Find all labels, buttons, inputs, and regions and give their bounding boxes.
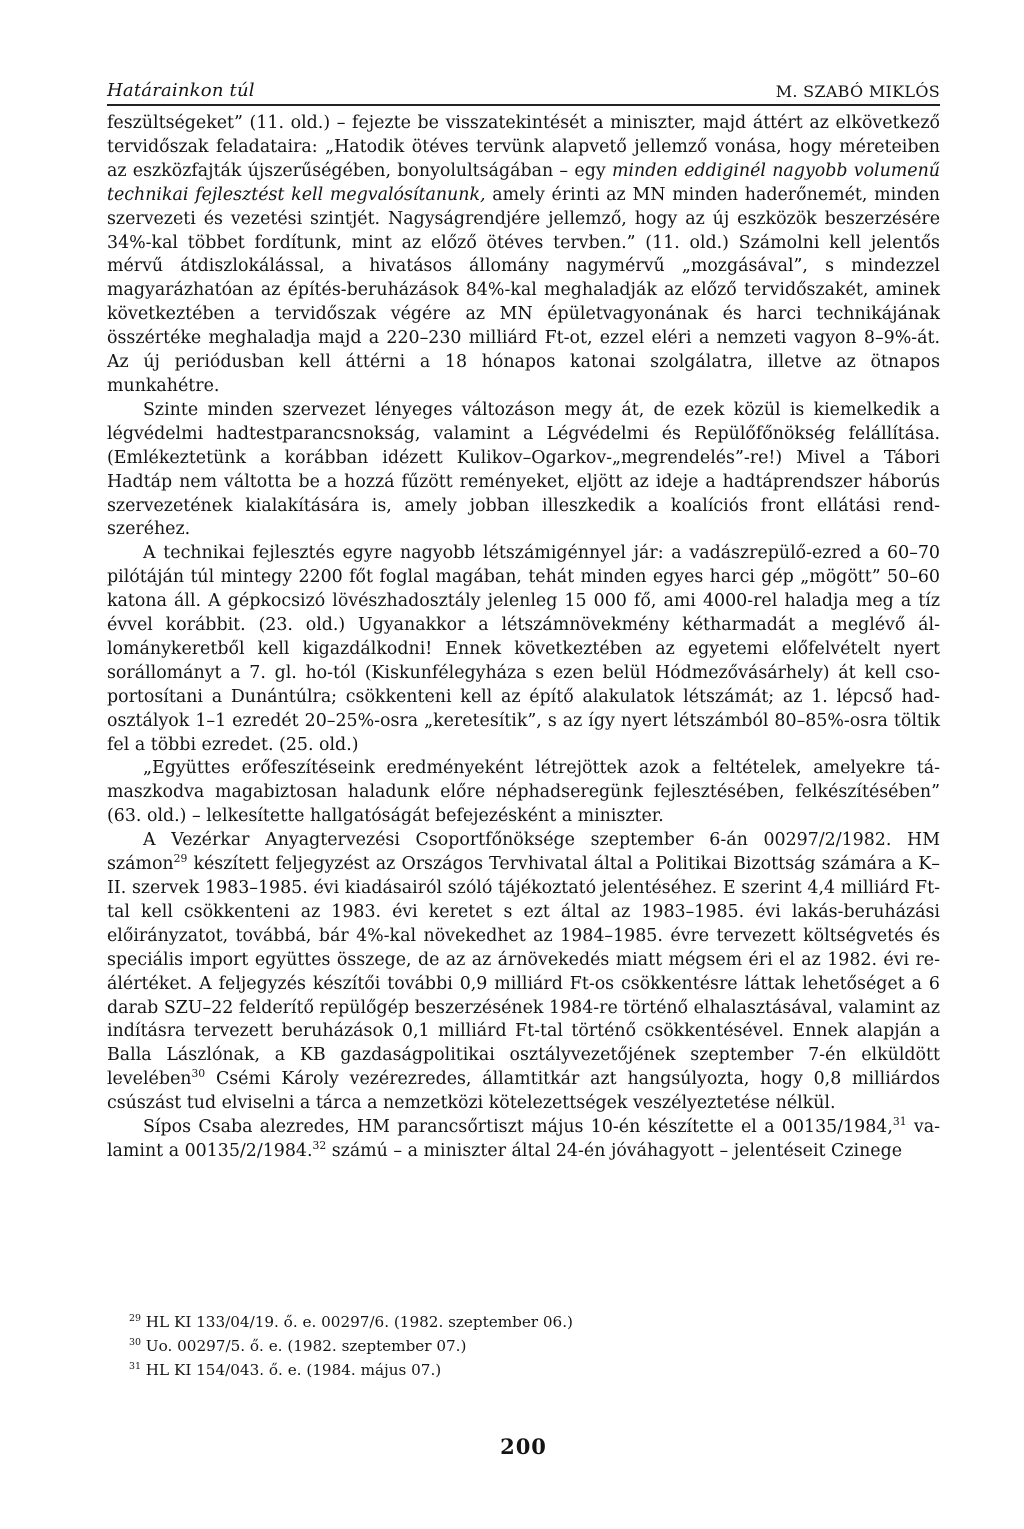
paragraph-text: A Vezérkar Anyagtervezési Csoportfőnöksége szeptember 6-án 00297/2/1982. HM számon [107,830,940,875]
footnote-number: 29 [129,1312,141,1324]
running-header [107,74,940,106]
paragraph-text: feszültségeket” (11. old.) – fejezte be visszatekintését a miniszter, majd áttért az elkövetkező tervidőszak feladataira: „Hatodik ötéves tervünk alapvető jellemző vonása, hogy méreteiben az eszközfajták újszerűségében, bonyolultságában – egy [107,113,940,181]
author-name: M. SZABÓ MIKLÓS [775,82,940,101]
running-title: Határainkon túl [107,80,255,101]
footnote-reference: 32 [312,1139,327,1153]
paragraph [107,399,940,542]
footnotes [107,1310,940,1382]
paragraph-text: Sípos Csaba alezredes, HM parancsőrtiszt május 10-én készítette el a 00135/1984, [143,1117,893,1138]
footnote-reference: 29 [173,852,188,866]
footnote-text: HL KI 154/043. ő. e. (1984. május 07.) [140,1361,442,1379]
paragraph [107,1116,940,1164]
document-page [107,0,940,1529]
paragraph-text: „Együttes erőfeszítéseink eredményeként létrejöttek azok a feltételek, amelyekre támaszkodva magabiztosan haladunk előre néphadseregünk fejlesztésében, felkészítésében” (63. old.) – lelkesítette hallgatóságát befejezésként a miniszter. [107,758,940,827]
page-number: 200 [500,1434,547,1459]
footnote-text: HL KI 133/04/19. ő. e. 00297/6. (1982. szeptember 06.) [140,1313,573,1331]
paragraph-text: Szinte minden szervezet lényeges változáson megy át, de ezek közül is kiemelkedik a légvédelmi hadtestparancsnokság, valamint a Légvédelmi és Repülőfőnökség felállítása. (Emlékeztetünk a korábban idézett Kulikov–Ogarkov-„megrendelés”-re!) Mivel a Tábori Hadtáp nem váltotta be a hozzá fűzött reményeket, eljött az ideje a hadtáprendszer háborús szervezetének kialakítására is, amely jobban illeszkedik a koalíciós front ellátási rendszeréhez. [107,399,940,540]
paragraph-text: készített feljegyzést az Országos Tervhivatal által a Politikai Bizottság számára a K–II. szervek 1983–1985. évi kiadásairól szóló tájékoztató jelentéséhez. E szerint 4,4 milliárd Ft-tal kell csökkenteni az 1983. évi keretet s ezt által az 1983–1985. évi lakás-beruházási előirányzatot, továbbá, bár 4%-kal növekedhet az 1984–1985. évre tervezett költségvetés és speciális import együttes összege, de az az árnövekedés miatt mégsem éri el az 1982. évi reálértéket. A feljegyzés készítői további 0,9 milliárd Ft-os csökkentésre láttak lehetőséget a 6 darab SZU–22 felderítő repülőgép beszerzésének 1984-re történő elhalasztásával, valamint az indításra tervezett beruházások 0,1 milliárd Ft-tal történő csökkentésével. Ennek alapján a Balla Lászlónak, a KB gazdaságpolitikai osztályvezetőjének szeptember 7-én elküldött levelében [107,854,940,1090]
emphasized-text: minden eddiginél nagyobb volumenű technikai fejlesztést kell megvalósítanunk, [107,160,940,205]
footnote-number: 31 [129,1360,141,1372]
paragraph [107,542,940,757]
footnote-number: 30 [129,1336,141,1348]
footnote-reference: 31 [892,1115,907,1129]
footnote [107,1334,940,1358]
paragraph-text: Csémi Károly vezérezredes, államtitkár azt hangsúlyozta, hogy 0,8 milliárdos csúszást tud elviselni a tárca a nemzetközi kötelezettségek veszélyeztetése nélkül. [107,1069,940,1114]
body-text [107,112,940,1164]
paragraph-text: számú – a miniszter által 24-én jóváhagyott – jelentéseit Czinege [326,1140,902,1161]
footnote [107,1310,940,1334]
paragraph [107,829,940,1116]
footnote [107,1358,940,1382]
paragraph [107,757,940,829]
paragraph-text: valamint a 00135/2/1984. [107,1117,940,1161]
footnote-reference: 30 [191,1067,206,1081]
paragraph [107,112,940,399]
paragraph-text: A technikai fejlesztés egyre nagyobb létszámigénnyel jár: a vadászrepülő-ezred a 60–70 pilótáján túl mintegy 2200 főt foglal magában, tehát minden egyes harci gép „mögött” 50–60 katona áll. A gépkocsizó lövészhadosztály jelenleg 15 000 fő, ami 4000-rel haladja meg a tíz évvel korábbit. (23. old.) Ugyanakkor a létszámnövekmény kétharmadát a meglévő állománykeretből kell kigazdálkodni! Ennek következtében az egyetemi előfelvételt nyert sorállományt a 7. gl. ho-tól (Kiskunfélegyháza s ezen belül Hódmezővásárhely) át kell csoportosítani a Dunántúlra; csökkenteni kell az építő alakulatok létszámát; az 1. lépcső hadosztályok 1–1 ezredét 20–25%-osra „keretesítik”, s az így nyert létszámból 80–85%-osra töltik fel a többi ezredet. (25. old.) [107,543,940,755]
paragraph-text: amely érinti az MN minden haderőnemét, minden szervezeti és vezetési szintjét. Nagyságrendjére jellemző, hogy az új eszközök beszerzésére 34%-kal többet fordítunk, mint az előző ötéves tervben.” (11. old.) Számolni kell jelentős mérvű átdiszlokálással, a hivatásos állomány nagymérvű „mozgásával”, s mindezzel magyarázhatóan az építés-beruházások 84%-kal meghaladják az előző tervidőszakét, aminek következtében a tervidőszak végére az MN épületvagyonának és harci technikájának összértéke meghaladja majd a 220–230 milliárd Ft-ot, ezzel eléri a nemzeti vagyon 8–9%-át. Az új periódusban kell áttérni a 18 hónapos katonai szolgálatra, illetve az ötnapos munkahétre. [107,184,940,396]
footnote-text: Uo. 00297/5. ő. e. (1982. szeptember 07.) [140,1337,467,1355]
